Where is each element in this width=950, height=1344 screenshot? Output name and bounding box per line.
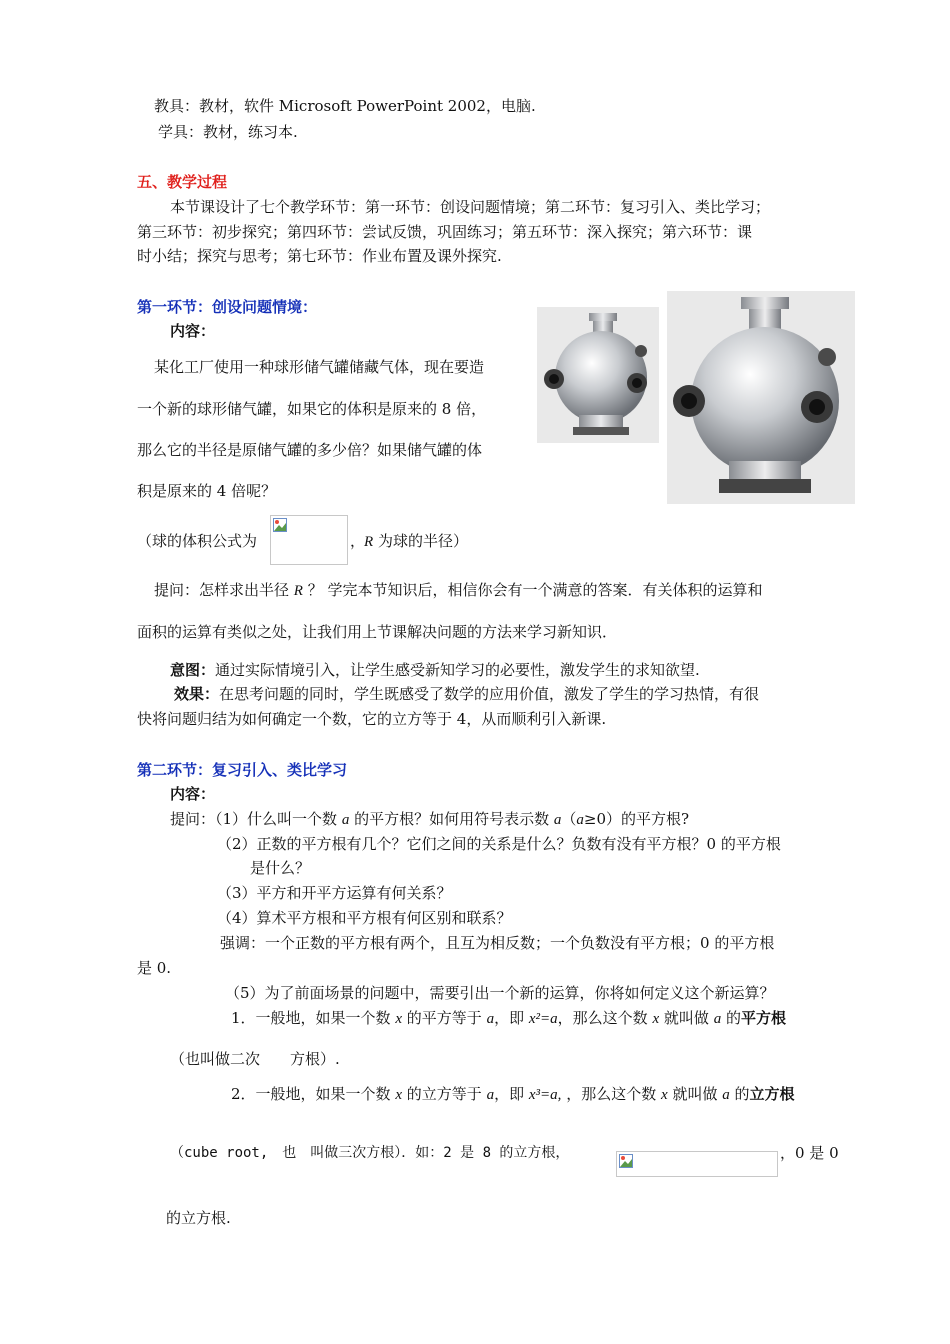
link1-paragraph-2: 一个新的球形储气罐，如果它的体积是原来的 8 倍， [137,400,487,418]
d2-mid1: 的立方等于 [406,1085,482,1103]
intent-line [170,660,700,680]
question-1 [170,809,689,830]
q1-suffix: ≥0）的平方根? [583,810,690,828]
q1-var-a-2: a [553,812,562,828]
effect-label: 效果： [174,685,220,703]
teacher-tools: 教具：教材，软件 Microsoft PowerPoint 2002，电脑. [154,97,536,115]
d2-var-x: x [395,1087,402,1103]
d1-mid5: 的 [725,1009,741,1027]
question-4: （4）算术平方根和平方根有何区别和联系？ [217,909,512,927]
gas-tank-large-image [667,291,855,504]
d1-var-a: a [486,1011,495,1027]
question-prefix: 提问：怎样求出半径 [154,581,290,599]
cube-root-example-image-placeholder [616,1151,778,1177]
gas-tank-small-image [537,307,659,443]
link2-content-label: 内容： [170,785,216,803]
link1-paragraph-3: 那么它的半径是原储气罐的多少倍？如果储气罐的体 [137,441,483,459]
section-heading: 五、教学过程 [137,173,228,191]
link1-paragraph-1: 某化工厂使用一种球形储气罐储藏气体，现在要造 [154,358,485,376]
q1-var-a: a [341,812,350,828]
link1-paragraph-4: 积是原来的 4 倍呢？ [137,482,277,500]
intent-text: 通过实际情境引入，让学生感受新知学习的必要性，激发学生的求知欲望. [215,661,700,679]
intro-line-3: 时小结；探究与思考；第七环节：作业布置及课外探究. [137,247,502,265]
volume-formula-separator: ， [350,532,366,550]
volume-formula-image-placeholder [270,515,348,565]
q1-prefix: 提问：（1）什么叫一个数 [170,810,338,828]
d2-var-a-2: a [722,1087,730,1103]
effect-line-2: 快将问题归结为如何确定一个数，它的立方等于 4，从而顺利引入新课. [137,710,607,728]
link1-content-label: 内容： [170,322,216,340]
link1-heading: 第一环节：创设问题情境： [137,298,318,316]
effect-line-1 [174,684,759,704]
gas-tank-photo-small [537,307,659,443]
q1-var-a-3: a [576,812,584,828]
q1-paren: （ [561,810,577,828]
effect-text: 在思考问题的同时，学生既感受了数学的应用价值，激发了学生的学习热情，有很 [219,685,760,703]
d1-mid4: 就叫做 [663,1009,709,1027]
d1-var-a-2: a [713,1011,722,1027]
question-suffix: ？ 学完本节知识后，相信你会有一个满意的答案．有关体积的运算和 [307,581,763,599]
intro-line-2: 第三环节：初步探究；第四环节：尝试反馈，巩固练习；第五环节：深入探究；第六环节：课 [137,223,753,241]
cube-root-example-suffix: ，0 是 0 [780,1144,839,1162]
emphasis-line-1: 强调：一个正数的平方根有两个，且互为相反数；一个负数没有平方根；0 的平方根 [220,934,775,952]
radius-variable: R [364,534,374,550]
question-line-1 [154,580,763,601]
question-2b: 是什么？ [250,859,311,877]
question-5: （5）为了前面场景的问题中，需要引出一个新的运算，你将如何定义这个新运算？ [225,984,775,1002]
intro-line-1: 本节课设计了七个教学环节：第一环节：创设问题情境；第二环节：复习引入、类比学习； [170,198,771,216]
volume-formula-variable [364,531,373,552]
d1-mid3: ，那么这个数 [557,1009,648,1027]
volume-formula-suffix: 为球的半径） [378,532,469,550]
gas-tank-photo-large [667,291,855,504]
d1-var-x: x [395,1011,402,1027]
d1-equation: x²=a [528,1011,558,1027]
link2-heading: 第二环节：复习引入、类比学习 [137,761,348,779]
cube-root-example-prefix: （cube root, 也 叫做三次方根）．如：2 是 8 的立方根， [170,1145,570,1161]
d2-mid2: ，即 [494,1085,525,1103]
cube-root-term: 立方根 [749,1085,795,1103]
intent-label: 意图： [170,661,216,679]
square-root-term: 平方根 [741,1009,787,1027]
d2-mid5: 的 [734,1085,750,1103]
definition-square-root-line-2: （也叫做二次 方根）. [170,1050,340,1068]
broken-image-icon [273,518,287,532]
question-2a: （2）正数的平方根有几个？它们之间的关系是什么？负数有没有平方根？0 的平方根 [217,835,781,853]
d2-var-a: a [486,1087,495,1103]
d2-equation: x³=a, [528,1087,562,1103]
broken-image-icon-2 [619,1154,633,1168]
volume-formula-prefix: （球的体积公式为 [137,532,258,550]
d1-var-x-2: x [652,1011,660,1027]
d2-var-x-2: x [660,1087,668,1103]
cube-root-example-line-3: 的立方根. [166,1209,231,1227]
emphasis-line-2: 是 0. [137,959,172,977]
d2-mid4: 就叫做 [672,1085,718,1103]
question-line-2: 面积的运算有类似之处，让我们用上节课解决问题的方法来学习新知识． [137,623,618,641]
question-3: （3）平方和开平方运算有何关系？ [217,884,452,902]
d2-prefix: 2．一般地，如果一个数 [231,1085,391,1103]
d1-mid2: ，即 [494,1009,525,1027]
d1-mid1: 的平方等于 [406,1009,482,1027]
definition-square-root [231,1008,786,1029]
student-tools: 学具：教材，练习本. [158,123,298,141]
d2-mid3: ，那么这个数 [566,1085,657,1103]
d1-prefix: 1．一般地，如果一个数 [231,1009,391,1027]
question-radius-variable: R [293,583,303,599]
q1-middle: 的平方根？如何用符号表示数 [354,810,550,828]
definition-cube-root [231,1084,795,1105]
